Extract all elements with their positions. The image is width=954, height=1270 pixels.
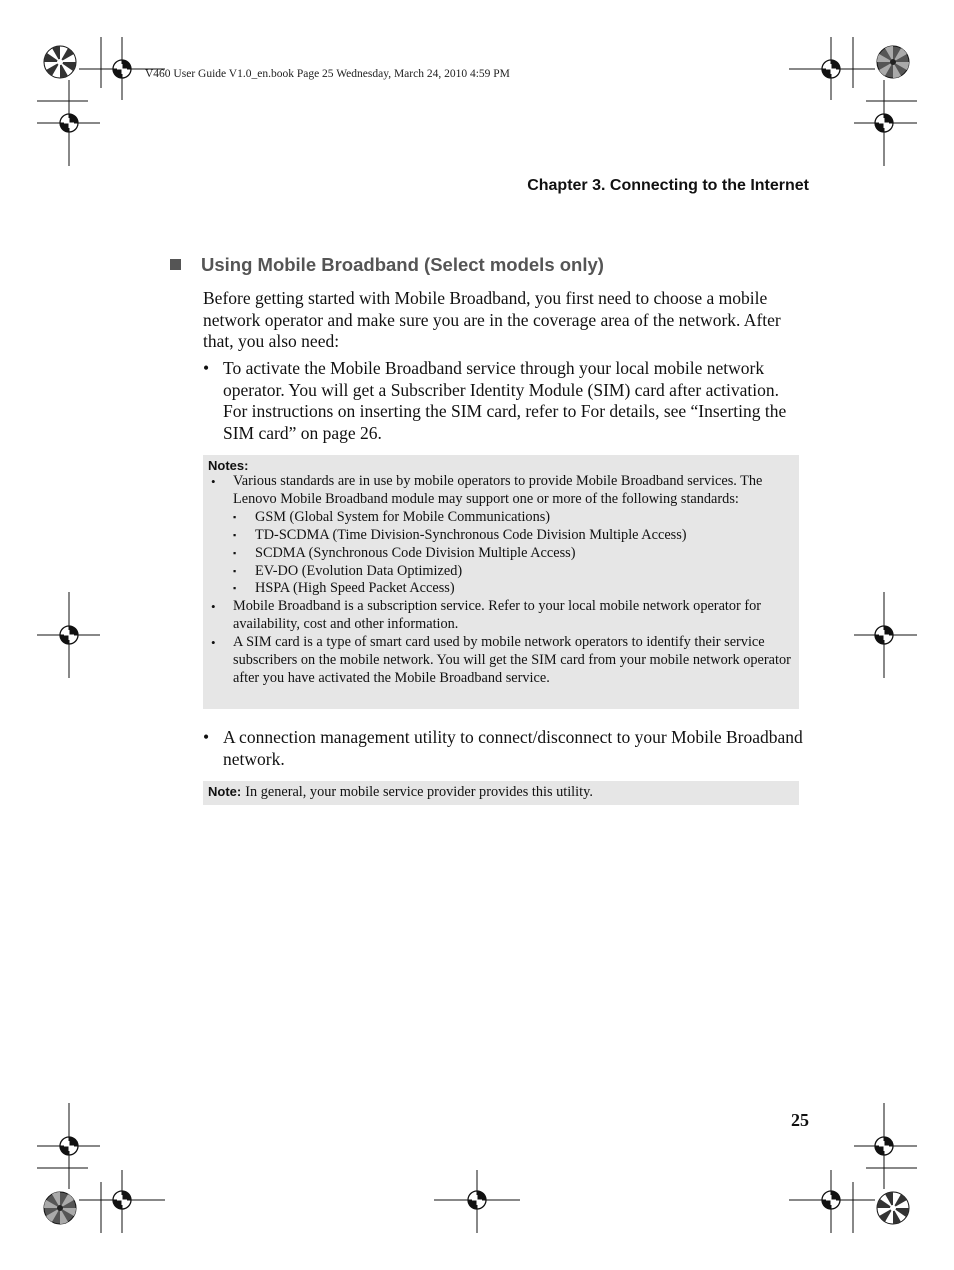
bullet-icon: • (211, 599, 216, 615)
standards-list (233, 509, 791, 599)
note-item-text: Various standards are in use by mobile operators to provide Mobile Broadband services. The Lenovo Mobile Broadband module may support one or more of the following standards: (233, 473, 763, 507)
notes-label: Notes: (208, 458, 249, 473)
page-number: 25 (791, 1110, 809, 1130)
list-item (203, 727, 803, 770)
bullet-icon: • (211, 635, 216, 651)
standard-item (233, 509, 791, 527)
note-item (208, 598, 791, 634)
bullet-icon: • (203, 358, 210, 378)
section-heading-text: Using Mobile Broadband (Select models only) (201, 254, 604, 275)
standard-item (233, 580, 791, 598)
standard-item-text: GSM (Global System for Mobile Communications) (255, 508, 551, 525)
notes-list (208, 473, 791, 688)
intro-paragraph: Before getting started with Mobile Broadband, you first need to choose a mobile network operator and make sure you are in the coverage area of the network. After that, you also need: (203, 288, 781, 352)
standard-item-text: TD-SCDMA (Time Division-Synchronous Code Division Multiple Access) (255, 526, 687, 543)
note-item-text: Mobile Broadband is a subscription service. Refer to your local mobile network operator for availability, cost and other information. (233, 598, 762, 633)
square-bullet-icon: ▪ (233, 547, 237, 558)
standard-item (233, 527, 791, 545)
notes-box (203, 455, 799, 709)
square-bullet-icon: ▪ (233, 511, 237, 522)
note-item (208, 634, 791, 688)
list-item-text: A connection management utility to connect/disconnect to your Mobile Broadband network. (223, 727, 803, 769)
bullet-icon: • (203, 727, 210, 747)
square-bullet-icon (170, 259, 181, 270)
note-label: Note: (208, 784, 242, 799)
square-bullet-icon: ▪ (233, 565, 237, 576)
note-item-text: A SIM card is a type of smart card used by mobile network operators to identify their service subscribers on the mobile network. You will get the SIM card from your mobile network operator after you have activated the Mobile Broadband service. (233, 634, 791, 686)
chapter-title: Chapter 3. Connecting to the Internet (527, 177, 809, 194)
bullet-icon: • (211, 474, 216, 489)
section-heading (170, 254, 604, 276)
note-item (208, 473, 791, 598)
square-bullet-icon: ▪ (233, 529, 237, 540)
square-bullet-icon: ▪ (233, 583, 237, 594)
standard-item-text: SCDMA (Synchronous Code Division Multiple Access) (255, 544, 576, 561)
standard-item (233, 545, 791, 563)
note-text: In general, your mobile service provider provides this utility. (245, 784, 593, 800)
list-item (203, 358, 803, 444)
note-box (203, 781, 799, 805)
standard-item (233, 563, 791, 581)
standard-item-text: EV-DO (Evolution Data Optimized) (255, 562, 463, 579)
standard-item-text: HSPA (High Speed Packet Access) (255, 580, 455, 597)
print-info: V460 User Guide V1.0_en.book Page 25 Wednesday, March 24, 2010 4:59 PM (145, 68, 510, 80)
list-item-text: To activate the Mobile Broadband service through your local mobile network operator. You will get a Subscriber Identity Module (SIM) card after activation. For instructions on inserting the SIM card, refer to For details, see “Inserting the SIM card” on page 26. (223, 358, 787, 443)
